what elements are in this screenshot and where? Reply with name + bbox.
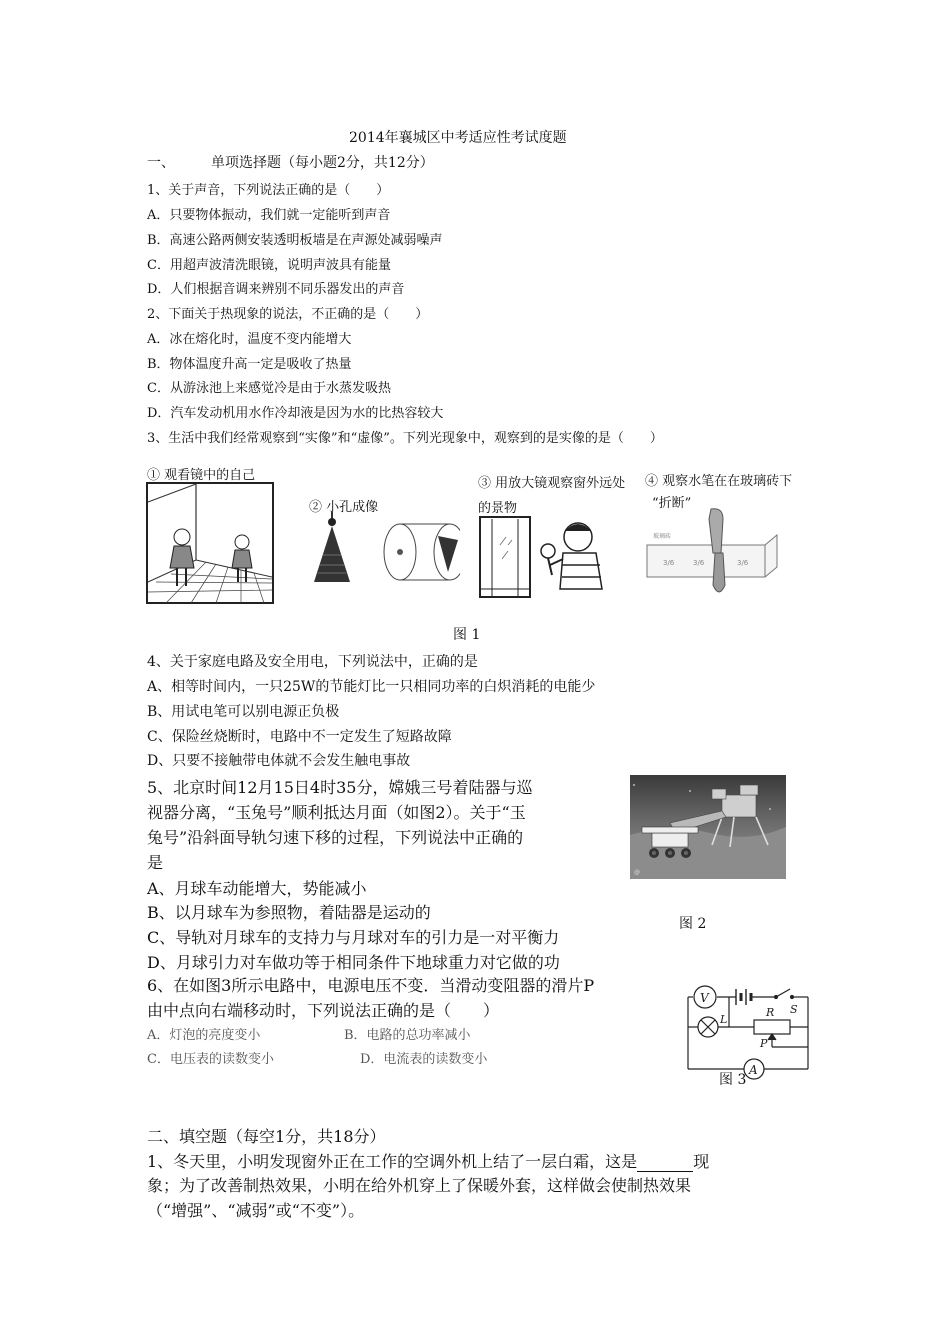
- lunar-rover-photo: [630, 775, 786, 879]
- section2-heading: 二、填空题（每空1分，共18分）: [147, 1127, 386, 1146]
- q4-option-b: B、用试电笔可以别电源正负极: [147, 704, 340, 720]
- circuit-diagram: [684, 983, 812, 1085]
- lamp-label: L: [720, 1013, 728, 1026]
- q2-stem: 2、下面关于热现象的说法，不正确的是（ ）: [147, 307, 429, 322]
- fig1-label-4a: ④ 观察水笔在在玻璃砖下: [645, 474, 793, 489]
- q4-option-a: A、相等时间内，一只25W的节能灯比一只相同功率的白炽消耗的电能少: [147, 679, 596, 695]
- q1-option-b: B．高速公路两侧安装透明板墙是在声源处减弱噪声: [147, 233, 443, 248]
- s2-q1-line1-tail: 现: [693, 1152, 710, 1171]
- svg-text:3/6: 3/6: [737, 559, 749, 567]
- q6-option-a: A．灯泡的亮度变小: [147, 1028, 261, 1043]
- pen-glass-block-illustration: [645, 505, 785, 600]
- q6-option-d: D．电流表的读数变小: [360, 1052, 488, 1067]
- svg-text:@: @: [634, 869, 640, 876]
- q6-option-c: C．电压表的读数变小: [147, 1052, 274, 1067]
- q1-option-c: C．用超声波清洗眼镜，说明声波具有能量: [147, 258, 391, 273]
- ammeter-label: A: [749, 1063, 758, 1077]
- svg-text:3/6: 3/6: [663, 559, 675, 567]
- page-title: 2014年襄城区中考适应性考试度题: [349, 130, 567, 146]
- section1-heading: 单项选择题（每小题2分，共12分）: [211, 155, 434, 171]
- resistor-label: R: [766, 1006, 775, 1019]
- q2-option-d: D．汽车发动机用水作冷却液是因为水的比热容较大: [147, 406, 444, 421]
- fig1-label-3b: 的景物: [478, 501, 518, 516]
- q1-option-a: A．只要物体振动，我们就一定能听到声音: [147, 208, 391, 223]
- fig1-label-3a: ③ 用放大镜观察窗外远处: [478, 476, 626, 491]
- pinhole-camera-illustration: [300, 510, 460, 595]
- q2-option-a: A．冰在熔化时，温度不变内能增大: [147, 332, 352, 347]
- voltmeter-label: V: [700, 991, 709, 1005]
- svg-text:玻璃砖: 玻璃砖: [653, 533, 672, 540]
- figure3-caption: 图 3: [719, 1072, 747, 1088]
- fig1-label-1: ① 观看镜中的自己: [147, 468, 256, 483]
- figure1-caption: 图 1: [453, 627, 481, 643]
- s2-q1-line2: 象；为了改善制热效果，小明在给外机穿上了保暖外套，这样做会使制热效果: [147, 1176, 692, 1195]
- q1-stem: 1、关于声音，下列说法正确的是（ ）: [147, 183, 390, 198]
- q5-stem-line2: 视器分离，“玉兔号”顺利抵达月面（如图2）。关于“玉: [147, 803, 526, 822]
- section1-number: 一、: [147, 155, 175, 171]
- q6-option-b: B．电路的总功率减小: [344, 1028, 471, 1043]
- q5-stem-line3: 兔号”沿斜面导轨匀速下移的过程，下列说法中正确的: [147, 828, 524, 847]
- slider-label: P: [760, 1037, 768, 1050]
- answer-blank-1[interactable]: [637, 1157, 693, 1172]
- s2-q1-line3: （“增强”、“减弱”或“不变”）。: [147, 1201, 365, 1220]
- q5-option-c: C、导轨对月球车的支持力与月球对车的引力是一对平衡力: [147, 928, 560, 947]
- q4-option-d: D、只要不接触带电体就不会发生触电事故: [147, 753, 411, 769]
- q5-option-b: B、以月球车为参照物，着陆器是运动的: [147, 903, 431, 922]
- q5-option-d: D、月球引力对车做功等于相同条件下地球重力对它做的功: [147, 953, 560, 972]
- q4-option-c: C、保险丝烧断时，电路中不一定发生了短路故障: [147, 729, 452, 745]
- q6-stem-line2: 由中点向右端移动时，下列说法正确的是（ ）: [147, 1001, 500, 1020]
- q5-option-a: A、月球车动能增大，势能减小: [147, 879, 367, 898]
- q1-option-d: D．人们根据音调来辨别不同乐器发出的声音: [147, 282, 405, 297]
- q2-option-c: C．从游泳池上来感觉冷是由于水蒸发吸热: [147, 381, 391, 396]
- q2-option-b: B．物体温度升高一定是吸收了热量: [147, 357, 352, 372]
- q5-stem-line1: 5、北京时间12月15日4时35分，嫦娥三号着陆器与巡: [147, 778, 533, 797]
- switch-label: S: [790, 1003, 798, 1016]
- fig1-label-2: ② 小孔成像: [309, 500, 379, 515]
- fig1-label-4b: “折断”: [652, 496, 692, 511]
- magnifier-window-illustration: [478, 515, 608, 600]
- figure2-caption: 图 2: [679, 916, 707, 932]
- svg-text:3/6: 3/6: [693, 559, 705, 567]
- q3-stem: 3、生活中我们经常观察到“实像”和“虚像”。下列光现象中，观察到的是实像的是（ ）: [147, 431, 663, 446]
- q4-stem: 4、关于家庭电路及安全用电，下列说法中，正确的是: [147, 654, 478, 670]
- mirror-room-illustration: [146, 482, 274, 604]
- q6-stem-line1: 6、在如图3所示电路中，电源电压不变．当滑动变阻器的滑片P: [147, 976, 595, 995]
- s2-q1-line1: [147, 1149, 709, 1172]
- s2-q1-line1-text: 1、冬天里，小明发现窗外正在工作的空调外机上结了一层白霜，这是: [147, 1152, 638, 1171]
- q5-stem-line4: 是: [147, 853, 164, 872]
